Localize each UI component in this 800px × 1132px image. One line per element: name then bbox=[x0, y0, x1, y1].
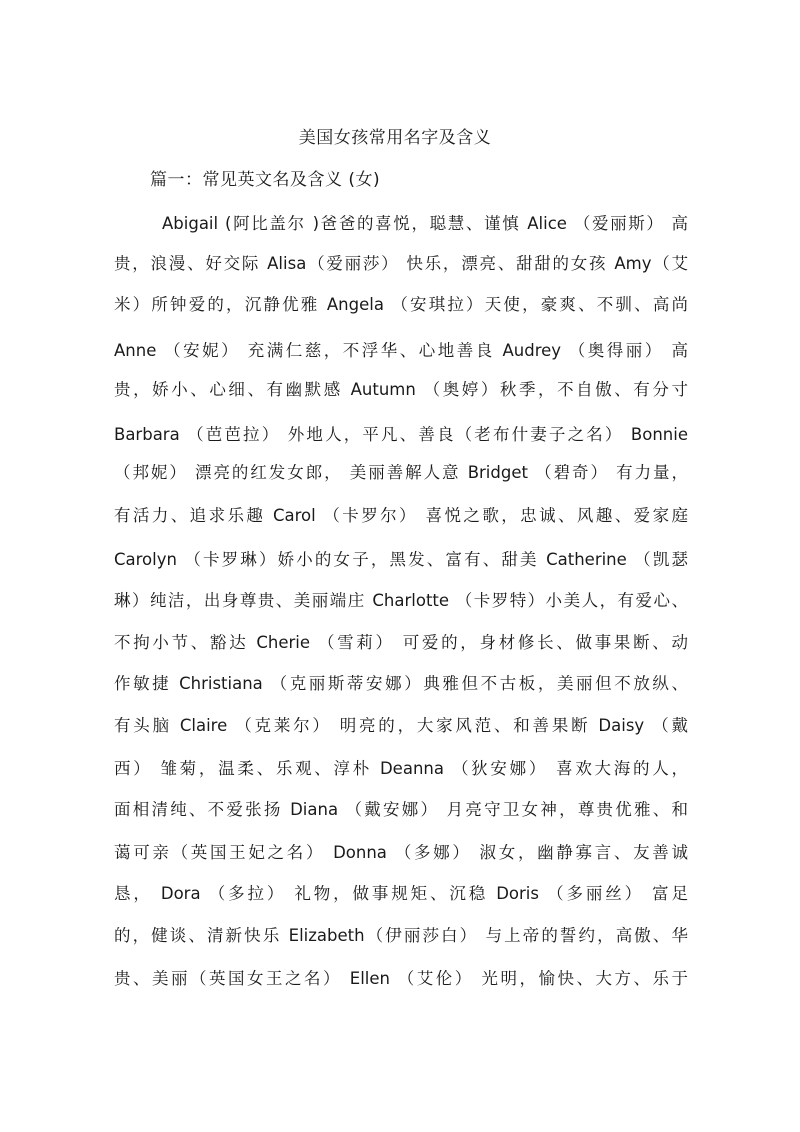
text-line: Abigail (阿比盖尔 )爸爸的喜悦，聪慧、谨慎 Alice （爱丽斯） 高 bbox=[162, 214, 688, 233]
text-line: 的，健谈、清新快乐 Elizabeth（伊丽莎白） 与上帝的誓约，高傲、华 bbox=[114, 926, 688, 945]
section-heading: 篇一：常见英文名及含义 (女) bbox=[150, 170, 381, 190]
text-line: 作敏捷 Christiana （克丽斯蒂安娜）典雅但不古板，美丽但不放纵、 bbox=[114, 674, 688, 693]
text-line: 贵、美丽（英国女王之名） Ellen （艾伦） 光明，愉快、大方、乐于 bbox=[114, 969, 688, 988]
text-line: 琳）纯洁，出身尊贵、美丽端庄 Charlotte （卡罗特）小美人，有爱心、 bbox=[114, 591, 688, 610]
document-title: 美国女孩常用名字及含义 bbox=[298, 128, 492, 148]
text-line: （邦妮） 漂亮的红发女郎， 美丽善解人意 Bridget （碧奇） 有力量， bbox=[114, 463, 688, 482]
text-line: 西） 雏菊，温柔、乐观、淳朴 Deanna （狄安娜） 喜欢大海的人， bbox=[114, 759, 688, 778]
text-line: 不拘小节、豁达 Cherie （雪莉） 可爱的，身材修长、做事果断、动 bbox=[114, 633, 688, 652]
text-line: 有头脑 Claire （克莱尔） 明亮的，大家风范、和善果断 Daisy （戴 bbox=[114, 716, 688, 735]
text-line: 贵，娇小、心细、有幽默感 Autumn （奥婷）秋季，不自傲、有分寸 bbox=[114, 380, 688, 399]
text-line: 有活力、追求乐趣 Carol （卡罗尔） 喜悦之歌，忠诚、风趣、爱家庭 bbox=[114, 506, 688, 525]
text-line: 面相清纯、不爱张扬 Diana （戴安娜） 月亮守卫女神，尊贵优雅、和 bbox=[114, 800, 688, 819]
text-line: 贵，浪漫、好交际 Alisa（爱丽莎） 快乐，漂亮、甜甜的女孩 Amy（艾 bbox=[114, 254, 688, 273]
text-line: 恳， Dora （多拉） 礼物，做事规矩、沉稳 Doris （多丽丝） 富足 bbox=[114, 884, 688, 903]
text-line: Carolyn （卡罗琳）娇小的女子，黑发、富有、甜美 Catherine （凯瑟 bbox=[114, 550, 688, 569]
text-line: 蔼可亲（英国王妃之名） Donna （多娜） 淑女，幽静寡言、友善诚 bbox=[114, 843, 688, 862]
text-line: Anne （安妮） 充满仁慈，不浮华、心地善良 Audrey （奥得丽） 高 bbox=[114, 341, 688, 360]
text-line: Barbara （芭芭拉） 外地人，平凡、善良（老布什妻子之名） Bonnie bbox=[114, 425, 688, 444]
text-line: 米）所钟爱的，沉静优雅 Angela （安琪拉）天使，豪爽、不驯、高尚 bbox=[114, 295, 688, 314]
